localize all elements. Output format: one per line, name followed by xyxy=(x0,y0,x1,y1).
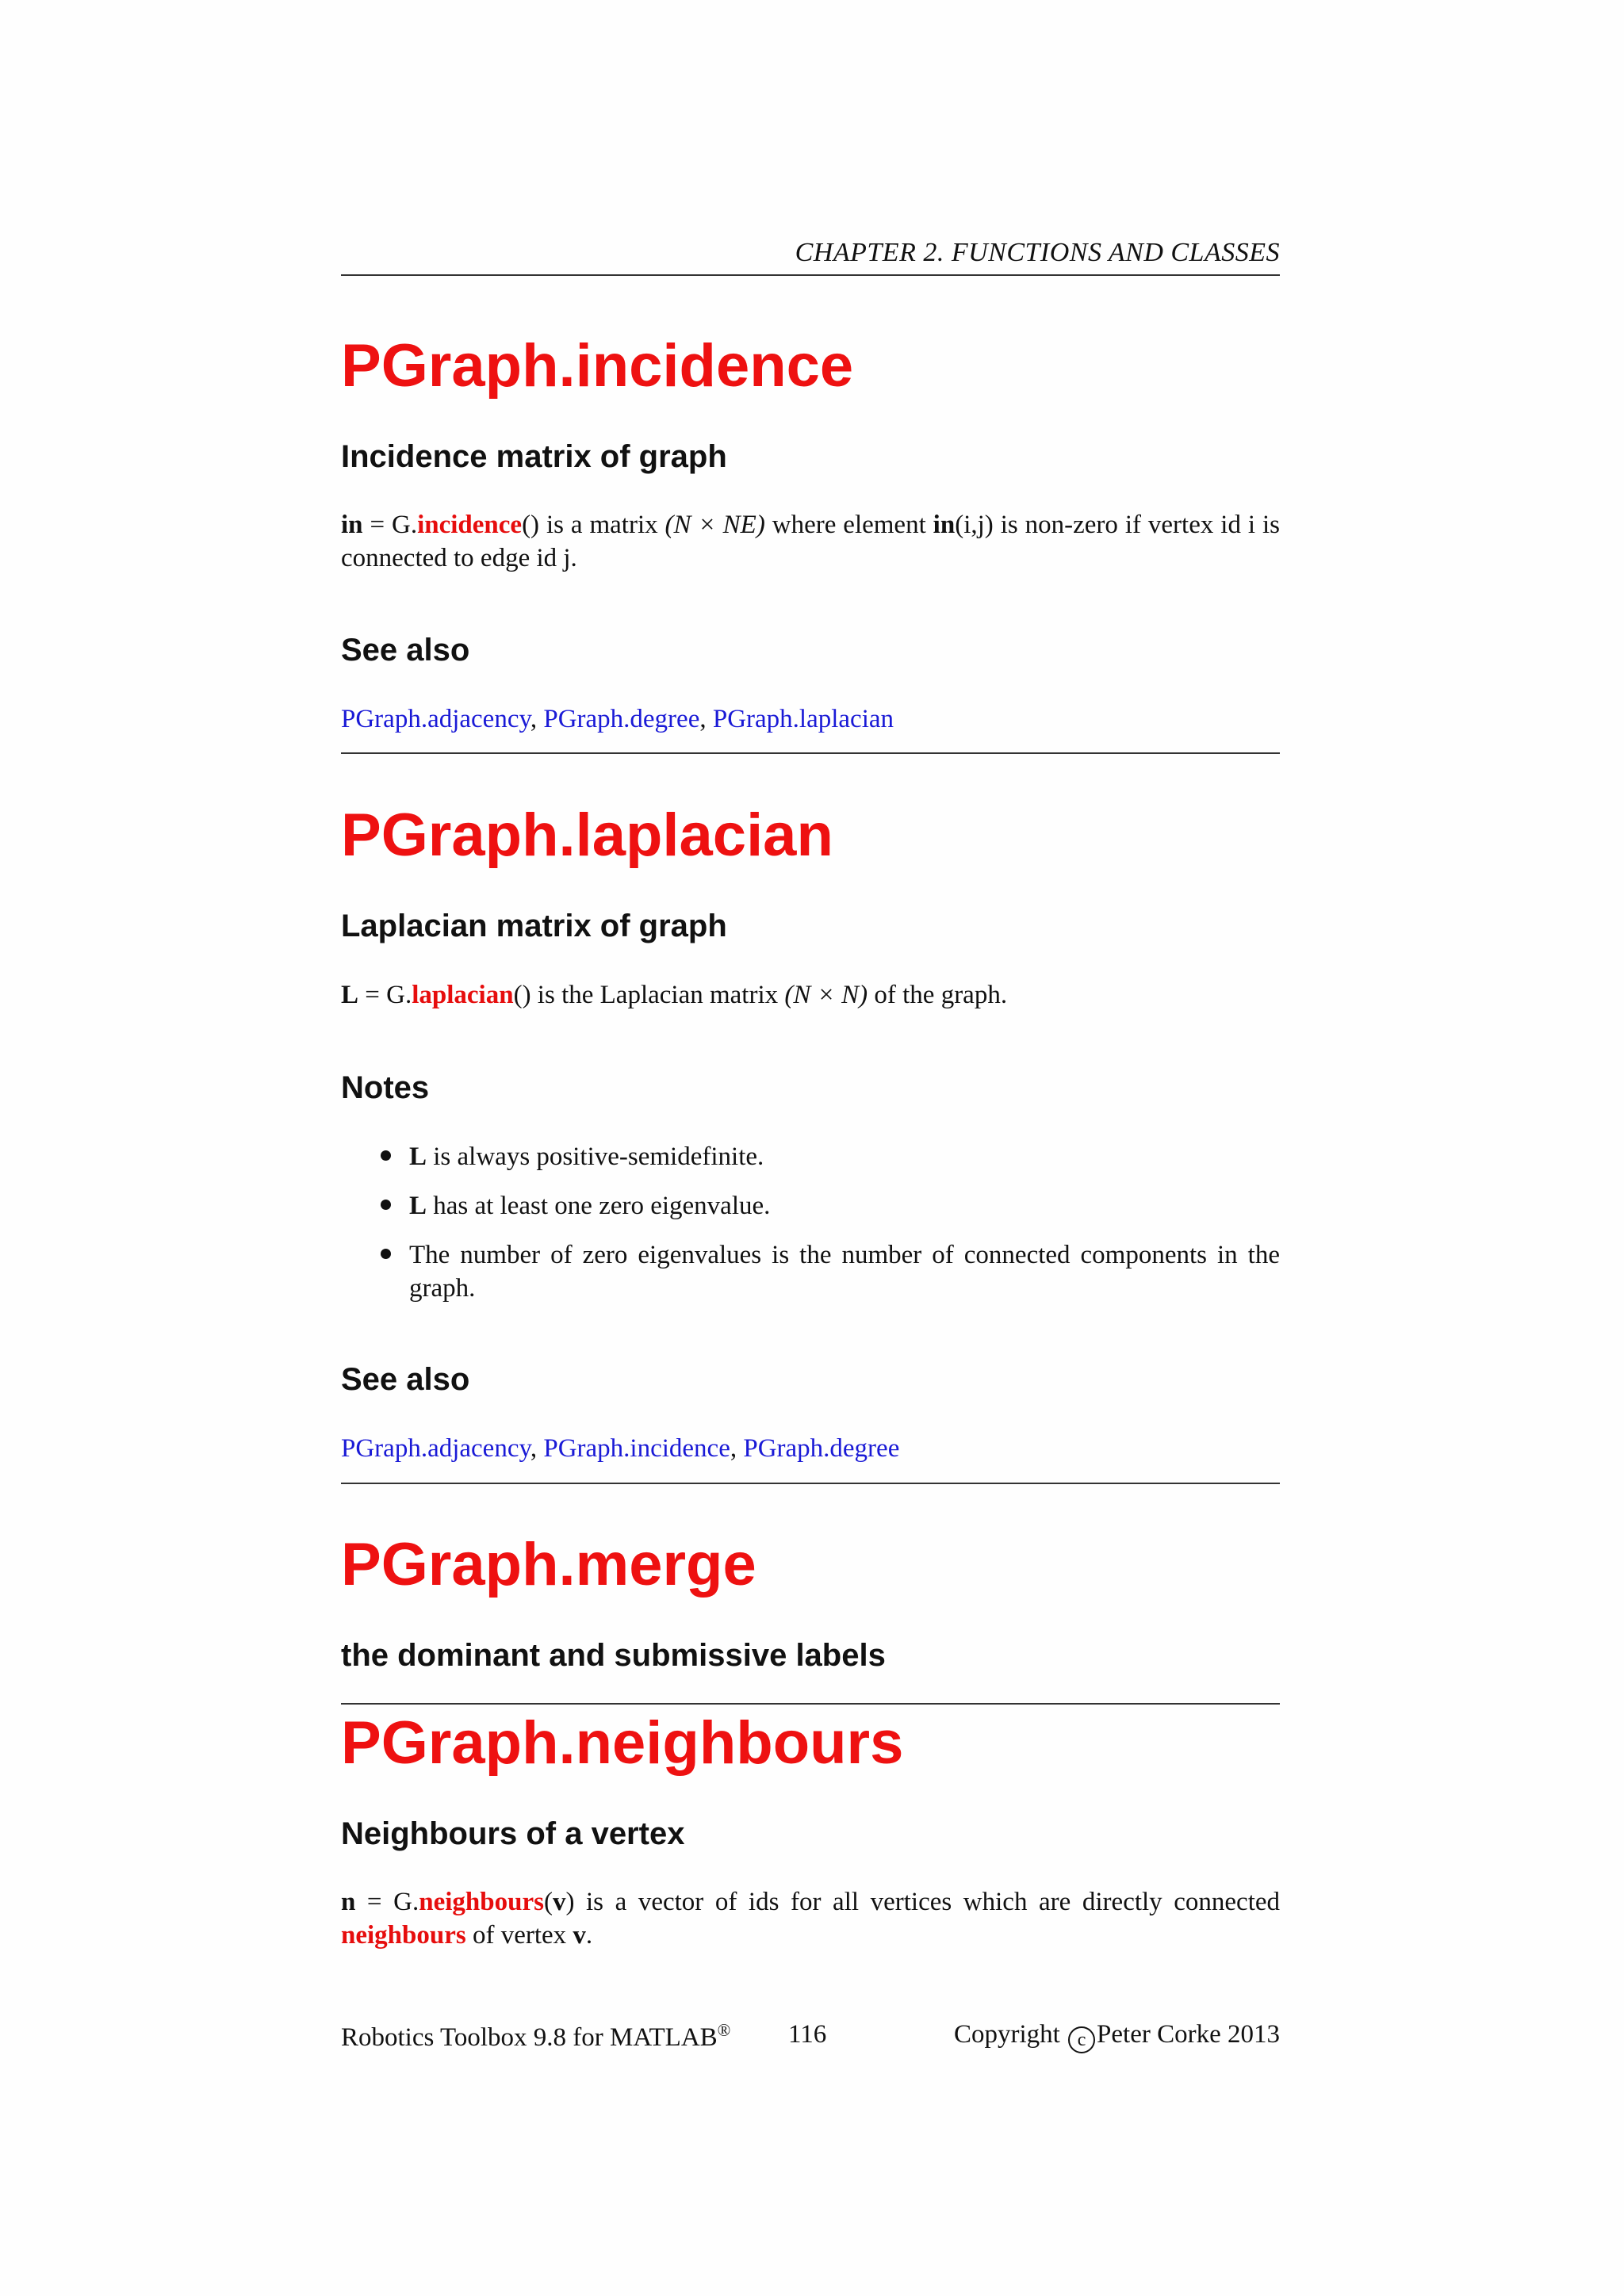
see-also-links: PGraph.adjacency, PGraph.degree, PGraph.laplacian xyxy=(341,705,894,733)
link-pgraph-degree[interactable]: PGraph.degree xyxy=(543,705,700,733)
copyright-icon: c xyxy=(1068,2026,1095,2053)
footer-copyright: Copyright c Peter Corke 2013 xyxy=(954,2020,1280,2053)
document-page xyxy=(341,0,1280,2296)
section-title-merge: PGraph.merge xyxy=(341,1531,756,1598)
link-pgraph-laplacian[interactable]: PGraph.laplacian xyxy=(712,705,894,733)
section-divider xyxy=(341,1483,1280,1484)
section-subtitle-neighbours: Neighbours of a vertex xyxy=(341,1816,685,1851)
footer-title: Robotics Toolbox 9.8 for MATLAB® xyxy=(341,2020,731,2052)
section-subtitle-incidence: Incidence matrix of graph xyxy=(341,439,727,474)
link-pgraph-incidence[interactable]: PGraph.incidence xyxy=(543,1434,730,1463)
list-item: L has at least one zero eigenvalue. xyxy=(381,1189,1280,1223)
list-item: L is always positive-semidefinite. xyxy=(381,1140,1280,1173)
section-divider xyxy=(341,1703,1280,1705)
neighbours-description: n = G.neighbours(v) is a vector of ids for all vertices which are directly connected neighbours of vertex v. xyxy=(341,1888,1281,1950)
notes-heading: Notes xyxy=(341,1070,430,1105)
header-rule xyxy=(341,274,1280,276)
list-item: The number of zero eigenvalues is the number of connected components in the graph. xyxy=(381,1238,1280,1305)
section-subtitle-laplacian: Laplacian matrix of graph xyxy=(341,909,727,943)
section-title-incidence: PGraph.incidence xyxy=(341,332,854,400)
link-pgraph-degree[interactable]: PGraph.degree xyxy=(743,1434,900,1463)
bullet-icon xyxy=(381,1200,391,1210)
link-pgraph-adjacency[interactable]: PGraph.adjacency xyxy=(341,1434,530,1463)
section-title-laplacian: PGraph.laplacian xyxy=(341,802,833,869)
bullet-icon xyxy=(381,1150,391,1161)
laplacian-description: L = G.laplacian() is the Laplacian matrix (N × N) of the graph. xyxy=(341,981,1008,1009)
running-head: CHAPTER 2. FUNCTIONS AND CLASSES xyxy=(795,238,1280,267)
incidence-description: in = G.incidence() is a matrix (N × NE) where element in(i,j) is non-zero if vertex id i is connected to edge id j. xyxy=(341,511,1280,572)
see-also-links: PGraph.adjacency, PGraph.incidence, PGraph.degree xyxy=(341,1434,900,1463)
see-also-heading: See also xyxy=(341,633,470,668)
link-pgraph-adjacency[interactable]: PGraph.adjacency xyxy=(341,705,530,733)
bullet-icon xyxy=(381,1249,391,1259)
page-number: 116 xyxy=(788,2020,827,2049)
section-title-neighbours: PGraph.neighbours xyxy=(341,1709,904,1777)
see-also-heading: See also xyxy=(341,1362,470,1397)
section-subtitle-merge: the dominant and submissive labels xyxy=(341,1638,886,1673)
section-divider xyxy=(341,752,1280,754)
notes-list xyxy=(381,1140,1280,1321)
